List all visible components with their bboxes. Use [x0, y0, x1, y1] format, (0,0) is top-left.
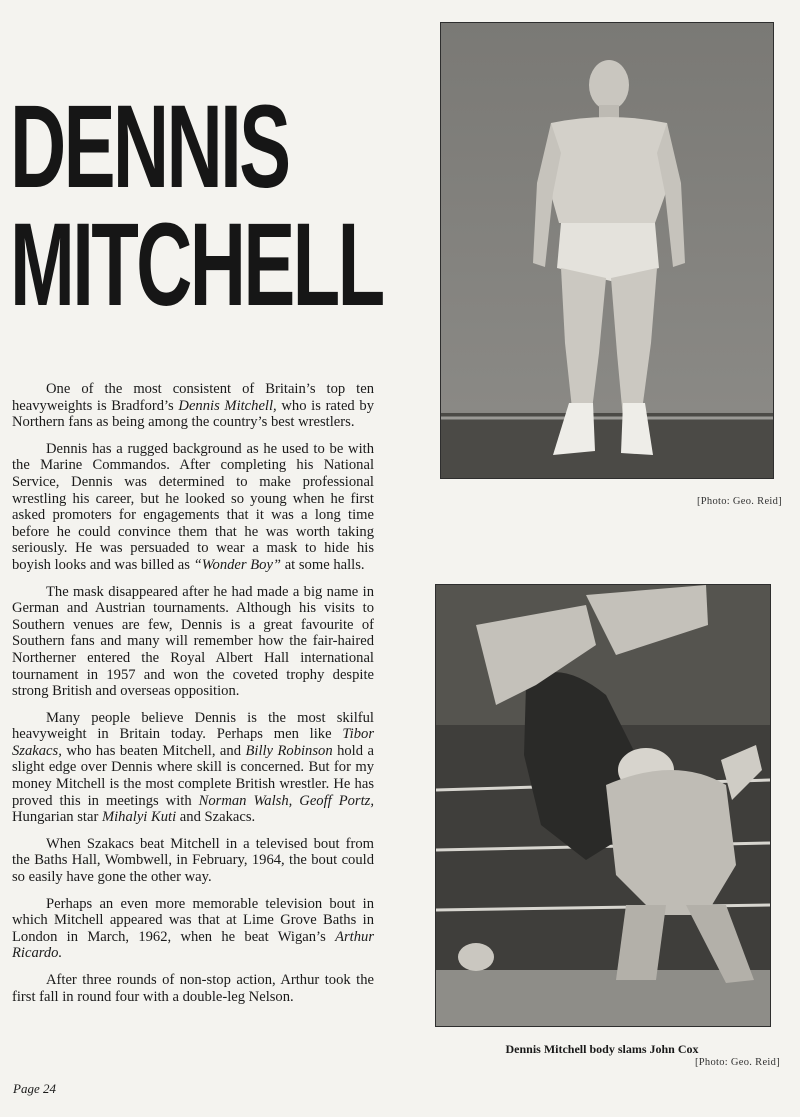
text-run: Dennis has a rugged background as he used to be with the Marine Commandos. After completing his National Service, Dennis was determined to make professional wrestling his career, but he looked so young when he first asked promoters for engagements that it was a long time before he could convince them that he was worth taking seriously. He was persuaded to wear a mask to hide his boyish looks and was billed as: [12, 440, 374, 573]
italic-name: Arthur Ricardo.: [12, 928, 374, 962]
text-run: After three rounds of non-stop action, Arthur took the first fall in round four with a double-leg Nelson.: [12, 972, 374, 1005]
paragraph: [12, 584, 374, 700]
paragraph: [12, 441, 374, 574]
article-title: [10, 81, 383, 331]
italic-name: Norman Walsh, Geoff Portz,: [198, 792, 374, 809]
photo-caption: Dennis Mitchell body slams John Cox: [505, 1042, 699, 1056]
text-run: hold a slight edge over Dennis where skill is concerned. But for my money Mitchell is the most complete British wrestler. He has proved this in meetings with: [12, 742, 374, 809]
paragraph: [12, 710, 374, 826]
paragraph: [12, 972, 374, 1005]
italic-name: Billy Robinson: [245, 742, 333, 759]
text-run: Hungarian star: [12, 809, 102, 826]
paragraph: [12, 896, 374, 962]
text-run: One of the most consistent of Britain’s top ten heavyweights is Bradford’s: [12, 381, 374, 414]
article-body: [12, 381, 374, 1015]
italic-name: “Wonder Boy”: [193, 556, 282, 573]
text-run: who is rated by Northern fans as being among the country’s best wrestlers.: [12, 397, 374, 431]
text-run: and Szakacs.: [176, 809, 256, 826]
text-run: The mask disappeared after he had made a big name in German and Austrian tournaments. Although his visits to Southern venues are few, Dennis is a great favourite of Southern fans and many will remember how the fair-haired Northerner entered the Royal Albert Hall international tournament in 1957 and won the coveted trophy despite strong British and overseas opposition.: [12, 583, 374, 700]
italic-name: Tibor Szakacs,: [12, 726, 374, 759]
title-line-2: MITCHELL: [10, 199, 383, 331]
page-number: Page 24: [13, 1081, 56, 1096]
text-run: who has beaten Mitchell, and: [61, 742, 246, 759]
italic-name: Mihalyi Kuti: [101, 809, 177, 826]
title-line-1: DENNIS: [10, 81, 289, 213]
text-run: When Szakacs beat Mitchell in a televised bout from the Baths Hall, Wombwell, in February, 1964, the bout could so easily have gone the other way.: [12, 835, 374, 886]
portrait-photo: [440, 22, 774, 479]
paragraph: [12, 381, 374, 431]
italic-name: Dennis Mitchell,: [178, 397, 277, 414]
photo-credit-1: [Photo: Geo. Reid]: [696, 496, 782, 507]
text-run: at some halls.: [281, 556, 365, 573]
paragraph: [12, 836, 374, 886]
photo-credit-2: [Photo: Geo. Reid]: [694, 1057, 780, 1068]
text-run: Perhaps an even more memorable television bout in which Mitchell appeared was that at Lime Grove Baths in London in March, 1962, when he beat Wigan’s: [12, 895, 374, 945]
text-run: Many people believe Dennis is the most skilful heavyweight in Britain today. Perhaps men like: [12, 709, 374, 743]
action-photo: [435, 584, 771, 1027]
